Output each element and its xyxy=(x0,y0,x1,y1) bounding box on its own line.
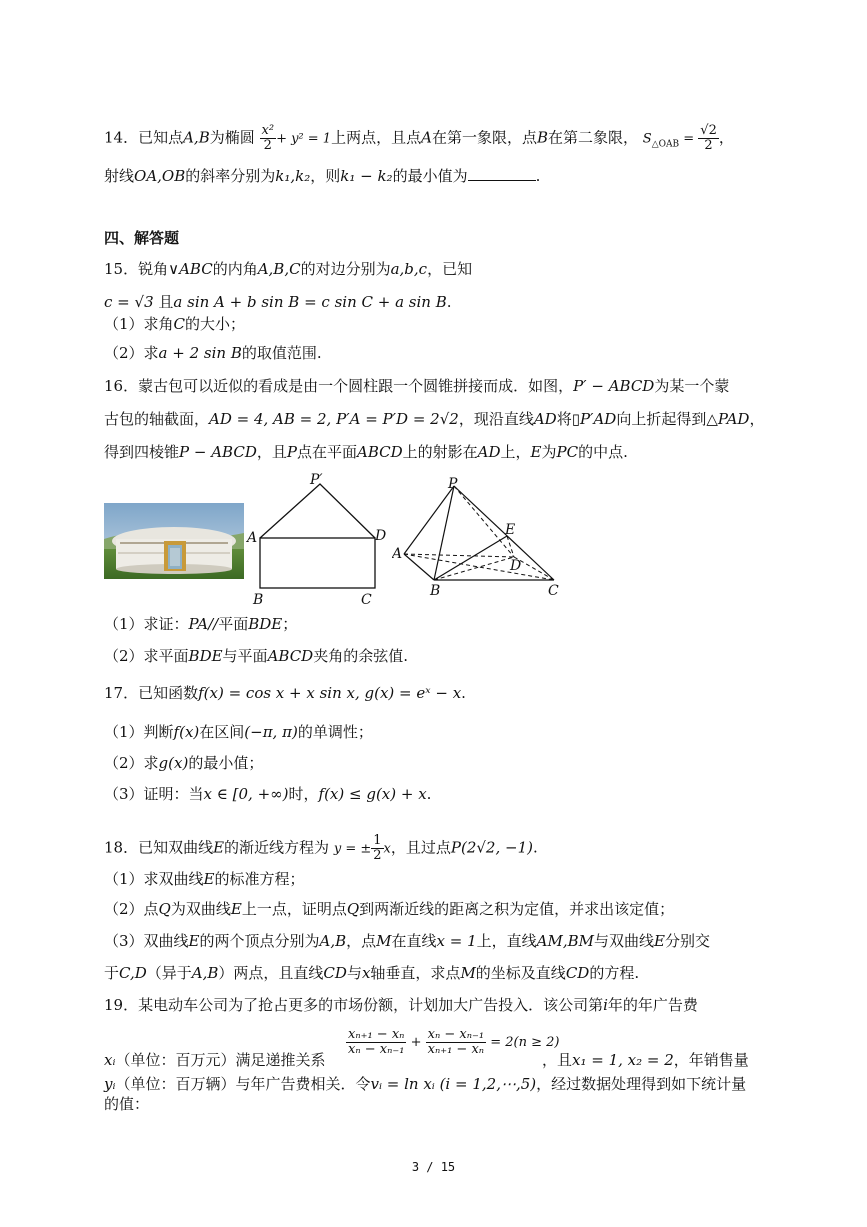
q19-text: ，年销售量 xyxy=(673,1051,749,1069)
math-inequality: f(x) ≤ g(x) + x xyxy=(318,785,427,803)
area-subscript: △OAB xyxy=(651,139,680,150)
math-e: E xyxy=(188,932,200,950)
q18-text: 的标准方程； xyxy=(214,870,305,888)
q18-part-3 xyxy=(104,931,710,951)
math-y: y = ± xyxy=(333,841,372,857)
q14-text: 的最小值为 xyxy=(392,167,468,185)
edge-ac xyxy=(404,554,554,580)
q14-line-2 xyxy=(104,166,540,186)
q15-line-2 xyxy=(104,292,452,312)
q15-text: （2）求 xyxy=(104,344,159,362)
q16-text: 平面 xyxy=(218,615,249,633)
q17-text: （3）证明：当 xyxy=(104,785,204,803)
label-b: B xyxy=(430,583,441,599)
q18-text: 在直线 xyxy=(391,932,437,950)
q14-text: 上两点，且点 xyxy=(331,128,422,147)
q16-text: 上， xyxy=(500,443,531,461)
area-symbol: S xyxy=(642,131,652,147)
q18-text: 的方程. xyxy=(589,964,640,982)
q17-text: 的最小值； xyxy=(188,754,264,772)
math-plane: BDE xyxy=(188,647,223,665)
q14-text: . xyxy=(535,167,541,185)
q14-text: 在第一象限，点 xyxy=(431,128,537,147)
math-plane: BDE xyxy=(248,615,283,633)
edge-be xyxy=(434,536,507,580)
q19-text: （单位：百万元）满足递推关系 xyxy=(115,1051,326,1069)
q19-text: ，且 xyxy=(542,1051,573,1069)
q19-recurrence xyxy=(346,1028,559,1057)
q18-line-1 xyxy=(104,834,538,863)
q19-line-2 xyxy=(104,1050,326,1070)
math-ab: A,B xyxy=(319,932,347,950)
q16-text: 上的射影在 xyxy=(402,443,478,461)
q14-text: 为椭圆 xyxy=(209,128,255,147)
math-e: E xyxy=(203,870,215,888)
math-lines: AM,BM xyxy=(536,932,594,950)
q18-text: 的渐近线方程为 xyxy=(224,838,330,857)
q19-text: （单位：百万辆）与年广告费相关．令 xyxy=(115,1075,371,1093)
edge-bd xyxy=(434,557,514,580)
cone-edges xyxy=(260,484,375,538)
math-b: B xyxy=(536,128,548,147)
edge-pc xyxy=(454,486,554,580)
math-initial: x₁ = 1, x₂ = 2 xyxy=(572,1051,674,1069)
answer-blank xyxy=(468,166,536,181)
math-triangle: ∨ABC xyxy=(168,260,213,278)
q18-text: （异于 xyxy=(146,964,192,982)
q16-text: 向上折起得到 xyxy=(616,410,707,428)
math-cd: CD xyxy=(565,964,590,982)
area-fraction: $\frac{√2}{2}$ xyxy=(700,123,717,153)
section-heading: 四、解答题 xyxy=(104,229,180,247)
rectangle-abcd xyxy=(260,538,375,588)
math-functions: f(x) = cos x + x sin x, g(x) = eˣ − x xyxy=(198,684,462,702)
q19-text: 年的年广告费 xyxy=(607,996,698,1014)
q18-text: . xyxy=(532,838,538,857)
math-v: vᵢ = ln xᵢ (i = 1,2,⋯,5) xyxy=(370,1075,537,1093)
math-cd: C,D xyxy=(119,964,147,982)
q16-text: 古包的轴截面， xyxy=(104,410,210,428)
math-plane: ABCD xyxy=(267,647,314,665)
math-c: C xyxy=(173,315,186,333)
q18-text: ，且过点 xyxy=(390,838,451,857)
label-c: C xyxy=(548,583,559,599)
q18-text: 为双曲线 xyxy=(170,900,231,918)
math-yi: yᵢ xyxy=(104,1075,116,1093)
math-pa-parallel: PA// xyxy=(188,615,219,633)
q17-part-2 xyxy=(104,753,263,773)
q17-text: . xyxy=(461,684,466,702)
math-i: i xyxy=(603,996,608,1014)
q16-line-2 xyxy=(104,409,764,429)
rec-plus: + xyxy=(410,1035,422,1050)
math-line: x = 1 xyxy=(436,932,477,950)
q16-text: 为 xyxy=(541,443,557,461)
math-e: E xyxy=(530,443,542,461)
q16-text: ， xyxy=(749,410,765,428)
q16-text: 为某一个蒙 xyxy=(654,377,730,395)
q18-text: 的坐标及直线 xyxy=(475,964,566,982)
math-x: x xyxy=(361,964,371,982)
math-triangle: P′AD xyxy=(579,410,617,428)
math-pyramid: P′ − ABCD xyxy=(573,377,655,395)
q15-text: 15．锐角 xyxy=(104,260,169,278)
q15-text: 的取值范围. xyxy=(241,344,322,362)
math-expr: a + 2 sin B xyxy=(158,344,242,362)
q18-text: （1）求双曲线 xyxy=(104,870,204,888)
q18-text: 轴垂直，求点 xyxy=(370,964,461,982)
math-cond1: c = √3 xyxy=(104,293,154,311)
q16-text: ，现沿直线 xyxy=(458,410,534,428)
q18-text: （2）点 xyxy=(104,900,159,918)
q17-text: 时， xyxy=(288,785,319,803)
math-q: Q xyxy=(346,900,360,918)
q17-text: . xyxy=(426,785,432,803)
q19-line-1 xyxy=(104,995,698,1015)
math-m: M xyxy=(376,932,392,950)
q16-text: 将 xyxy=(556,410,572,428)
math-cond2: a sin A + b sin B = c sin C + a sin B xyxy=(173,293,447,311)
q19-text: 19．某电动车公司为了抢占更多的市场份额，计划加大广告投入．该公司第 xyxy=(104,996,604,1014)
math-domain: x ∈ [0, +∞) xyxy=(203,785,289,803)
q17-text: （2）求 xyxy=(104,754,159,772)
q18-text: 上一点，证明点 xyxy=(241,900,347,918)
math-e: E xyxy=(230,900,242,918)
math-a: A xyxy=(421,128,432,147)
q14-text: 14．已知点 xyxy=(104,128,184,147)
math-plane: ABCD xyxy=(356,443,403,461)
label-d: D xyxy=(375,528,387,544)
q18-text: 分别交 xyxy=(664,932,710,950)
q17-text: 在区间 xyxy=(199,723,245,741)
q16-part-1 xyxy=(104,614,297,634)
yurt-photo xyxy=(104,503,244,579)
q18-text: 与 xyxy=(346,964,362,982)
q17-text: 的单调性； xyxy=(297,723,373,741)
math-m: M xyxy=(460,964,476,982)
math-pyramid: P − ABCD xyxy=(179,443,257,461)
q18-part-1 xyxy=(104,869,305,889)
q15-part-1 xyxy=(104,314,245,334)
q18-part-3-cont xyxy=(104,963,639,983)
q18-text: 与双曲线 xyxy=(594,932,655,950)
label-a: A xyxy=(392,546,403,562)
math-lengths: AD = 4, AB = 2, P′A = P′D = 2√2 xyxy=(209,410,459,428)
math-rays: OA,OB xyxy=(134,167,186,185)
q18-text: （3）双曲线 xyxy=(104,932,189,950)
q18-text: 到两渐近线的距离之积为定值，并求出该定值； xyxy=(359,900,675,918)
math-q: Q xyxy=(158,900,171,918)
math-x: x xyxy=(383,841,391,857)
q18-text: ，点 xyxy=(346,932,377,950)
math-g: g(x) xyxy=(158,754,189,772)
rec-fraction-1: $\frac{\text{xₙ₊₁ − xₙ}}{\text{xₙ − xₙ₋₁}}$ xyxy=(348,1027,405,1057)
q18-text: ）两点，且直线 xyxy=(218,964,324,982)
q14-text: ， xyxy=(718,128,734,147)
rec-fraction-2: $\frac{\text{xₙ − xₙ₋₁}}{\text{xₙ₊₁ − xₙ}}$ xyxy=(427,1027,485,1057)
q15-line-1 xyxy=(104,259,472,279)
math-interval: (−π, π) xyxy=(244,723,298,741)
math-k: k₁,k₂ xyxy=(275,167,311,185)
q18-text: 上，直线 xyxy=(476,932,537,950)
q14-text: 的斜率分别为 xyxy=(185,167,276,185)
label-p: P xyxy=(448,476,458,492)
math-sides: a,b,c xyxy=(390,260,428,278)
math-cd: CD xyxy=(323,964,347,982)
label-p-prime: P′ xyxy=(310,472,323,488)
math-ad: AD xyxy=(533,410,557,428)
q15-text: 的内角 xyxy=(212,260,258,278)
q15-part-2 xyxy=(104,343,322,363)
q16-text: 与平面 xyxy=(222,647,268,665)
q14-text: 射线 xyxy=(104,167,135,185)
q15-text: ，已知 xyxy=(427,260,473,278)
q14-line-1 xyxy=(104,124,734,155)
q18-part-2 xyxy=(104,899,674,919)
math-k-diff: k₁ − k₂ xyxy=(340,167,393,185)
math-pc: PC xyxy=(556,443,579,461)
q16-text: ； xyxy=(282,615,298,633)
label-a: A xyxy=(247,530,258,546)
q19-line-2b xyxy=(542,1050,749,1070)
q15-text: （1）求角 xyxy=(104,315,174,333)
q15-text: 的对边分别为 xyxy=(300,260,391,278)
q15-text: 且 xyxy=(158,293,174,311)
ellipse-fraction: $\frac{\text{x²}}{2}$ xyxy=(261,123,275,153)
label-d: D xyxy=(510,558,522,574)
rec-eq: = 2(n ≥ 2) xyxy=(490,1035,560,1050)
q17-part-1 xyxy=(104,722,373,742)
q16-text: 16．蒙古包可以近似的看成是由一个圆柱跟一个圆锥拼接而成．如图， xyxy=(104,377,574,395)
missing-glyph: ▯ xyxy=(571,410,580,428)
q15-text: . xyxy=(446,293,452,311)
label-e: E xyxy=(505,522,516,538)
q16-text: 的中点. xyxy=(578,443,628,461)
ellipse-rest: + y² = 1 xyxy=(276,131,332,147)
q18-text: 于 xyxy=(104,964,120,982)
asymptote-fraction: $\frac{1}{2}$ xyxy=(373,833,382,863)
q16-text: ，且 xyxy=(256,443,287,461)
q17-text: 17．已知函数 xyxy=(104,684,199,702)
math-ab: A,B xyxy=(183,128,210,147)
math-triangle: △PAD xyxy=(706,410,750,428)
q18-text: 18．已知双曲线 xyxy=(104,838,214,857)
math-point: P(2√2, −1) xyxy=(450,838,533,857)
q16-line-1 xyxy=(104,376,729,396)
label-c: C xyxy=(361,592,372,608)
q16-text: （1）求证： xyxy=(104,615,189,633)
page-number: 3 / 15 xyxy=(411,1160,456,1174)
area-eq: = xyxy=(679,131,699,147)
q19-line-3 xyxy=(104,1074,746,1094)
q16-text: 得到四棱锥 xyxy=(104,443,180,461)
q18-text: 的两个顶点分别为 xyxy=(199,932,320,950)
q16-text: 点在平面 xyxy=(296,443,357,461)
math-ab: A,B xyxy=(191,964,219,982)
math-f: f(x) xyxy=(173,723,200,741)
label-b: B xyxy=(253,592,264,608)
q16-line-3 xyxy=(104,442,628,462)
pyramid-figure xyxy=(392,474,567,602)
q19-line-4: 的值： xyxy=(104,1095,150,1113)
q19-text: ，经过数据处理得到如下统计量 xyxy=(536,1075,747,1093)
edge-ab xyxy=(404,554,434,580)
q17-line-1 xyxy=(104,683,466,703)
q16-part-2 xyxy=(104,646,408,666)
axial-section-figure xyxy=(245,470,395,610)
q17-part-3 xyxy=(104,784,431,804)
q16-text: 夹角的余弦值. xyxy=(313,647,408,665)
math-p: P xyxy=(286,443,297,461)
math-e: E xyxy=(213,838,225,857)
q16-text: （2）求平面 xyxy=(104,647,189,665)
math-e: E xyxy=(654,932,665,950)
math-xi: xᵢ xyxy=(104,1051,116,1069)
q14-text: ，则 xyxy=(310,167,341,185)
math-angles: A,B,C xyxy=(257,260,301,278)
math-ad: AD xyxy=(477,443,501,461)
q15-text: 的大小； xyxy=(185,315,246,333)
q14-text: 在第二象限， xyxy=(547,128,638,147)
q17-text: （1）判断 xyxy=(104,723,174,741)
